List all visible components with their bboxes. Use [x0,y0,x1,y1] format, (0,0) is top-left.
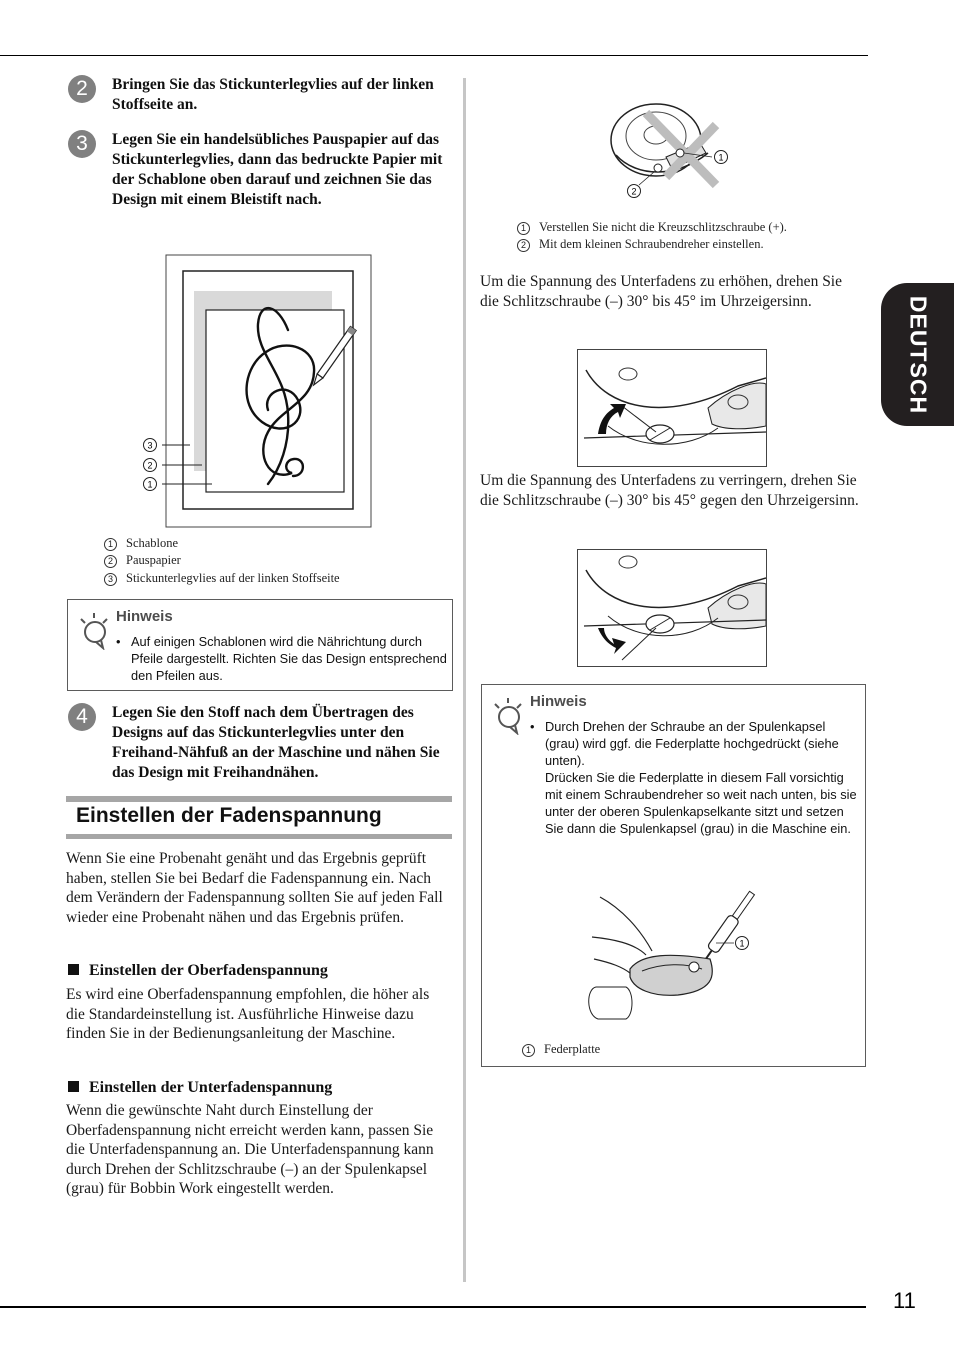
spring-plate-drawing [582,885,762,1025]
counterclockwise-illustration [577,549,767,667]
note-title: Hinweis [530,693,587,710]
bottom-rule [0,1306,866,1308]
step-text: Legen Sie den Stoff nach dem Übertragen des Designs auf das Stickunterlegvlies unter den Freihand-Nähfuß an der Maschine und nähen Sie das Design mit Freihandnähen. [112,704,440,781]
clockwise-illustration [577,349,767,467]
note-text: • Durch Drehen der Schraube an der Spulenkapsel (grau) wird ggf. die Federplatte hochgedrückt (siehe unten). Drücken Sie die Federplatte in diesem Fall vorsichtig mit einem Schraubendreher so weit nach unten, bis sie unter der oberen Spulenkapselkante sitzt und setzen Sie dann die Spulenkapsel (grau) in die Maschine ein. [530,719,857,836]
subheading-upper-thread: Einstellen der Oberfadenspannung [68,962,328,980]
step-text: Bringen Sie das Stickunterlegvlies auf der linken Stoffseite an. [112,76,434,113]
callout-1: 1 [718,152,724,163]
callout-2: 2 [631,186,637,197]
spring-plate-caption: 1 Federplatte [522,1041,600,1058]
step-3 [68,130,452,210]
step-number: 2 [68,75,96,103]
bobbin-case-illustration [606,95,740,203]
caption-item: 1 Verstellen Sie nicht die Kreuzschlitzschraube (+). [517,219,787,236]
top-rule [0,55,868,56]
note-box-left [67,599,453,691]
step-2 [68,75,452,115]
increase-tension-text: Um die Spannung des Unterfadens zu erhöhen, drehen Sie die Schlitzschraube (–) 30° bis 45° im Uhrzeigersinn. [480,273,842,310]
counterclockwise-drawing [578,550,766,666]
page-number: 11 [893,1288,916,1313]
template-captions [104,535,340,587]
upper-thread-text: Es wird eine Oberfadenspannung empfohlen, die höher als die Standardeinstellung ist. Ausführliche Hinweise dazu finden Sie in der Bedienungsanleitung der Maschine. [66,986,430,1042]
decrease-tension-text: Um die Spannung des Unterfadens zu verringern, drehen Sie die Schlitzschraube (–) 30° bis 45° gegen den Uhrzeigersinn. [480,472,859,509]
callout-2: 2 [147,460,153,471]
note-title: Hinweis [116,608,173,625]
caption-item: 2 Mit dem kleinen Schraubendreher einstellen. [517,236,787,253]
step-4 [68,703,452,783]
note-box-right [481,684,866,1067]
callout-1: 1 [739,938,745,949]
column-divider [463,78,466,1282]
callout-3: 3 [147,440,153,451]
subheading-bobbin-thread: Einstellen der Unterfadenspannung [68,1079,332,1097]
section-title: Einstellen der Fadenspannung [76,804,382,827]
note-text: • Auf einigen Schablonen wird die Nährichtung durch Pfeile dargestellt. Richten Sie das Design entsprechend den Pfeilen aus. [116,634,447,683]
template-illustration [138,254,374,530]
caption-item: 2 Pauspapier [104,552,340,569]
lightbulb-icon [77,610,111,650]
callout-1: 1 [147,479,153,490]
language-tab-label: DEUTSCH [905,295,931,414]
bobbin-captions [517,219,787,254]
lightbulb-icon [491,695,525,735]
step-text: Legen Sie ein handelsübliches Pauspapier auf das Stickunterlegvlies, dann das bedruckte Papier mit der Schablone oben darauf und zeichnen Sie das Design mit einem Bleistift nach. [112,131,443,208]
step-number: 3 [68,130,96,158]
section-intro: Wenn Sie eine Probenaht genäht und das Ergebnis geprüft haben, stellen Sie bei Bedarf die Fadenspannung ein. Nach dem Verändern der Fadenspannung sollten Sie auf jeden Fall wieder eine Probenaht nähen und das Ergebnis prüfen. [66,850,443,926]
section-heading [66,796,452,839]
language-tab [881,283,954,426]
step-number: 4 [68,703,96,731]
clockwise-drawing [578,350,766,466]
treble-clef-drawing [138,254,374,530]
bobbin-thread-text: Wenn die gewünschte Naht durch Einstellung der Oberfadenspannung nicht erreicht werden kann, passen Sie die Unterfadenspannung an. Die Unterfadenspannung kann durch Drehen der Schlitzschraube (–) an der Spulenkapsel (grau) für Bobbin Work eingestellt werden. [66,1102,434,1197]
caption-item: 3 Stickunterlegvlies auf der linken Stoffseite [104,570,340,587]
bobbin-case-drawing [606,95,740,203]
caption-item: 1 Schablone [104,535,340,552]
